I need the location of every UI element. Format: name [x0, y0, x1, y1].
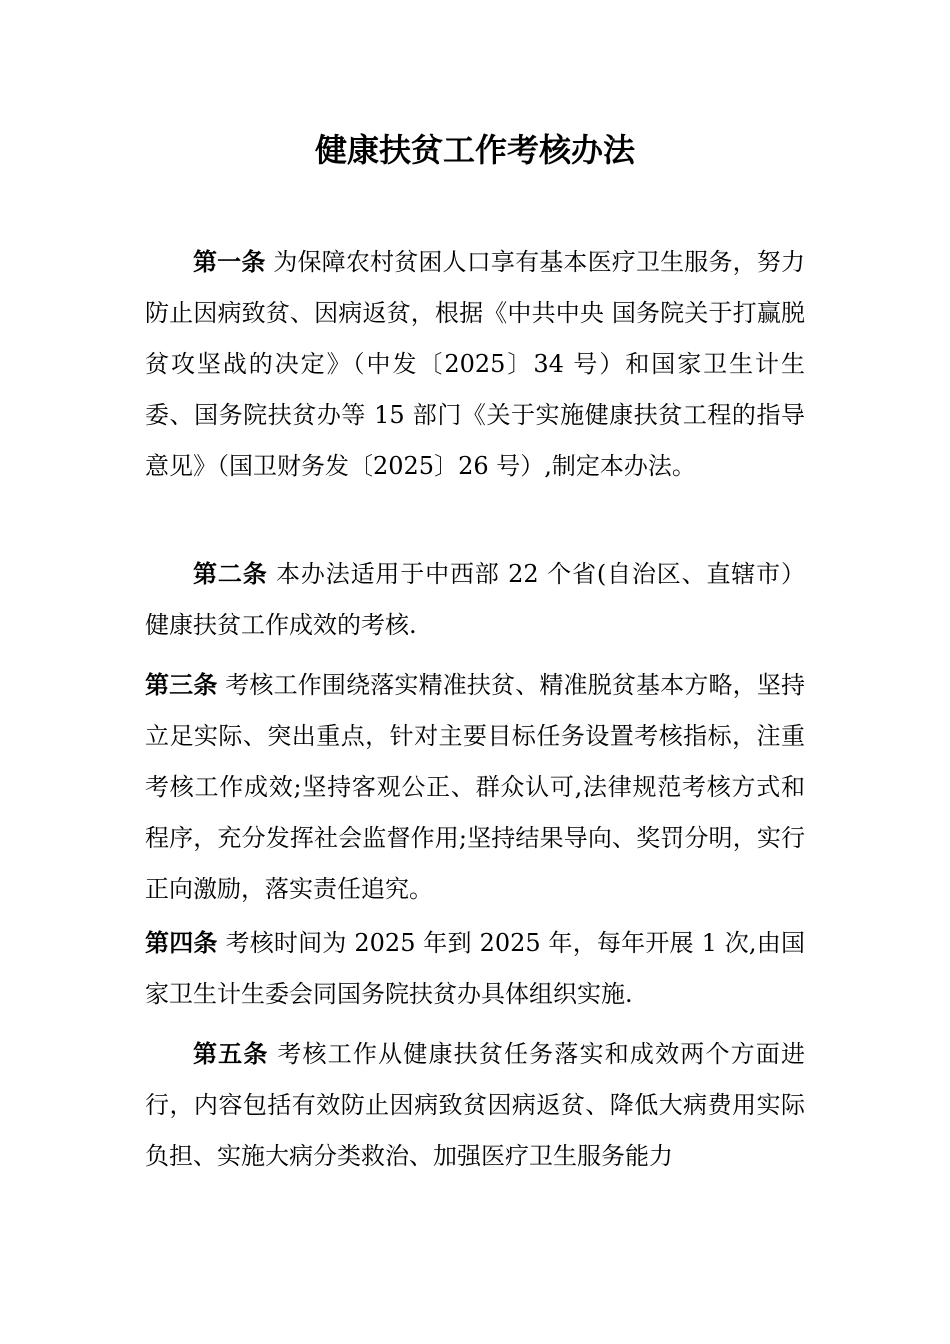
article-4-label: 第四条 — [145, 928, 218, 957]
article-3-text: 考核工作围绕落实精准扶贫、精准脱贫基本方略，坚持立足实际、突出重点，针对主要目标任务设置考核指标，注重考核工作成效;坚持客观公正、群众认可,法律规范考核方式和程序，充分发挥社会监督作用;坚持结果导向、奖罚分明，实行正向激励，落实责任追究。 — [145, 671, 805, 903]
article-2-label: 第二条 — [193, 559, 268, 588]
article-3-label: 第三条 — [145, 670, 218, 699]
article-4-text: 考核时间为 2025 年到 2025 年，每年开展 1 次,由国家卫生计生委会同国务院扶贫办具体组织实施. — [145, 929, 805, 1008]
article-1 — [145, 236, 805, 492]
article-4 — [145, 917, 805, 1020]
article-2 — [145, 548, 805, 651]
article-2-text: 本办法适用于中西部 22 个省(自治区、直辖市）健康扶贫工作成效的考核. — [145, 560, 805, 639]
article-5-label: 第五条 — [193, 1039, 269, 1068]
article-1-label: 第一条 — [193, 247, 266, 276]
article-3 — [145, 659, 805, 915]
document-title: 健康扶贫工作考核办法 — [314, 131, 635, 169]
article-5-text: 考核工作从健康扶贫任务落实和成效两个方面进行，内容包括有效防止因病致贫因病返贫、降低大病费用实际负担、实施大病分类救治、加强医疗卫生服务能力 — [145, 1040, 805, 1170]
article-1-text: 为保障农村贫困人口享有基本医疗卫生服务，努力防止因病致贫、因病返贫，根据《中共中央 国务院关于打赢脱贫攻坚战的决定》（中发〔2025〕34 号）和国家卫生计生委、国务院扶贫办等 15 部门《关于实施健康扶贫工程的指导意见》（国卫财务发〔2025〕26 号）,制定本办法。 — [145, 248, 805, 480]
article-5 — [145, 1028, 805, 1182]
